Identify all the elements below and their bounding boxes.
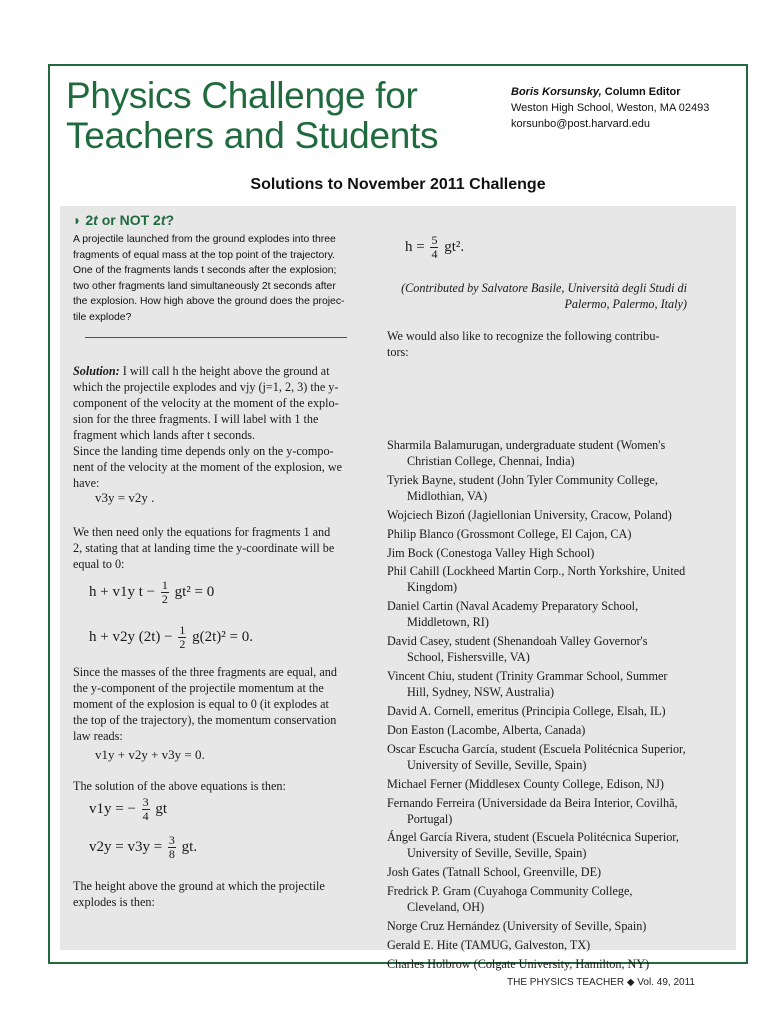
eq-text: h + v1y t − [89, 583, 156, 600]
equation-momentum: v1y + v2y + v3y = 0. [95, 747, 205, 762]
contributor-item: Fernando Ferreira (Universidade da Beira Interior, Covilhã, Portugal) [387, 795, 678, 826]
text-line [73, 363, 369, 379]
contributor-item: Phil Cahill (Lockheed Martin Corp., North Yorkshire, United Kingdom) [387, 564, 686, 595]
eq-text: g(2t)² = 0. [192, 628, 253, 645]
text-line: moment of the explosion is equal to 0 (it explodes at [73, 697, 329, 711]
text-line: component of the velocity at the moment of the explo- [73, 396, 339, 410]
text-span: I will call h the height above the ground at [119, 364, 330, 378]
solution-paragraph-4: The solution of the above equations is then: [73, 779, 286, 793]
contributor-item: David A. Cornell, emeritus (Principia College, Elsah, IL) [387, 704, 666, 719]
fraction [430, 234, 438, 261]
contributor-item: David Casey, student (Shenandoah Valley Governor's School, Fishersville, VA) [387, 634, 648, 665]
denominator: 8 [168, 847, 175, 861]
text-line: have: [73, 476, 100, 490]
text-line: tors: [387, 345, 409, 359]
problem-line: A projectile launched from the ground explodes into three [73, 234, 336, 245]
problem-line: One of the fragments lands t seconds after the explosion; [73, 265, 337, 276]
contributor-item: Tyriek Bayne, student (John Tyler Community College, Midlothian, VA) [387, 472, 658, 503]
eq-text: gt² = 0 [174, 583, 215, 600]
equation-v3y: v3y = v2y . [95, 490, 155, 505]
problem-line: the explosion. How high above the ground does the projec- [73, 296, 345, 307]
equation-v1y [89, 796, 167, 823]
text-line: nent of the velocity at the moment of the explosion, we [73, 460, 343, 474]
text-line: fragment which lands after t seconds. [73, 428, 256, 442]
fraction [142, 796, 150, 823]
text-line: (Contributed by Salvatore Basile, Università degli Studi di [401, 281, 687, 295]
column-header [50, 66, 746, 204]
contributor-item: Fredrick P. Gram (Cuyahoga Community College, Cleveland, OH) [387, 884, 633, 915]
fraction [168, 834, 176, 861]
contributor-item: Don Easton (Lacombe, Alberta, Canada) [387, 722, 586, 737]
numerator: 3 [168, 833, 175, 847]
denominator: 4 [142, 809, 149, 823]
text-line: We would also like to recognize the following contribu- [387, 329, 660, 343]
text-line: 2, stating that at landing time the y-coordinate will be [73, 541, 335, 555]
contributor-item: Josh Gates (Tatnall School, Greenville, DE) [387, 865, 602, 880]
heading-part: ? [165, 212, 175, 228]
text-line: explodes is then: [73, 895, 155, 909]
title-line-2: Teachers and Students [66, 115, 439, 156]
contributor-item: Sharmila Balamurugan, undergraduate student (Women's Christian College, Chennai, India) [387, 438, 666, 468]
solution-paragraph-3 [73, 664, 369, 744]
fraction [178, 624, 186, 651]
solution-label: Solution: [73, 364, 120, 378]
bullet-icon: ◗ [73, 212, 82, 228]
text-line: We then need only the equations for fragments 1 and [73, 525, 331, 539]
text-line: sion for the three fragments. I will label with 1 the [73, 412, 319, 426]
text-line: law reads: [73, 729, 123, 743]
contributor-item: Ángel García Rivera, student (Escuela Politécnica Superior, University of Seville, Seville, Spain) [387, 830, 679, 861]
contributor-list [387, 437, 687, 975]
problem-statement [73, 232, 365, 325]
contributor-item: Norge Cruz Hernández (University of Seville, Spain) [387, 919, 647, 934]
recognition-intro [387, 328, 687, 360]
eq-text: v1y = − [89, 800, 136, 817]
editor-role: Column Editor [604, 86, 681, 98]
eq-text: gt [155, 800, 168, 817]
solution-paragraph-1 [73, 363, 369, 491]
equation-fragment-2 [89, 624, 253, 651]
editor-name: Boris Korsunsky, [511, 86, 602, 98]
solution-paragraph-2 [73, 524, 369, 572]
contributor-item: Daniel Cartin (Naval Academy Preparatory School, Middletown, RI) [387, 599, 639, 630]
contributor-item: Gerald E. Hite (TAMUG, Galveston, TX) [387, 938, 591, 953]
text-line: the top of the trajectory), the momentum conservation [73, 713, 337, 727]
numerator: 1 [161, 578, 168, 592]
equation-v2y [89, 834, 197, 861]
denominator: 2 [179, 637, 186, 651]
content-panel [60, 206, 736, 971]
contributor-item: Michael Ferner (Middlesex County College, Edison, NJ) [387, 776, 664, 791]
text-line: which the projectile explodes and vjy (j=1, 2, 3) the y- [73, 380, 339, 394]
editor-school: Weston High School, Weston, MA 02493 [511, 102, 710, 114]
numerator: 3 [142, 795, 149, 809]
heading-part: t [160, 212, 166, 228]
solutions-title: Solutions to November 2011 Challenge [250, 176, 546, 193]
text-line: the y-component of the projectile momentum at the [73, 681, 324, 695]
equation-height [405, 234, 464, 261]
problem-heading [73, 212, 174, 228]
editor-info [511, 84, 709, 132]
page-footer: THE PHYSICS TEACHER ◆ Vol. 49, 2011 [507, 977, 695, 988]
eq-text: gt. [181, 838, 198, 855]
eq-text: gt². [444, 238, 465, 255]
text-line: Palermo, Palermo, Italy) [564, 297, 687, 311]
contributor-item: Vincent Chiu, student (Trinity Grammar School, Summer Hill, Sydney, NSW, Australia) [387, 669, 668, 700]
text-line: Since the landing time depends only on the y-compo- [73, 444, 334, 458]
numerator: 1 [179, 623, 186, 637]
contributor-item: Philip Blanco (Grossmont College, El Cajon, CA) [387, 526, 632, 541]
eq-text: v2y = v3y = [89, 838, 163, 855]
editor-email: korsunbo@post.harvard.edu [511, 118, 650, 130]
column-frame [48, 64, 748, 971]
contribution-credit [387, 280, 687, 312]
heading-part: 2 [85, 212, 94, 228]
solution-paragraph-5 [73, 878, 369, 910]
editor-line [511, 84, 709, 100]
heading-part: t [93, 212, 98, 228]
equation-fragment-1 [89, 579, 214, 606]
problem-line: two other fragments land simultaneously 2t seconds after [73, 280, 336, 292]
denominator: 2 [161, 592, 168, 606]
contributor-item: Oscar Escucha García, student (Escuela Politécnica Superior, University of Seville, Seville, Spain) [387, 741, 686, 772]
eq-text: h + v2y (2t) − [89, 628, 173, 645]
fraction [161, 579, 169, 606]
title-line-1: Physics Challenge for [66, 75, 418, 116]
problem-line: tile explode? [73, 311, 132, 323]
contributor-item: Wojciech Bizoń (Jagiellonian University, Cracow, Poland) [387, 507, 672, 522]
text-line: equal to 0: [73, 557, 125, 571]
text-line: Since the masses of the three fragments are equal, and [73, 665, 337, 679]
contributor-item: Jim Bock (Conestoga Valley High School) [387, 545, 595, 560]
column-title [66, 76, 506, 156]
divider [85, 337, 347, 338]
heading-part: or NOT 2 [97, 212, 161, 228]
denominator: 4 [431, 247, 438, 261]
text-line: The height above the ground at which the projectile [73, 879, 325, 893]
numerator: 5 [431, 233, 438, 247]
problem-line: fragments of equal mass at the top point of the trajectory. [73, 249, 336, 261]
contributor-item: Charles Holbrow (Colgate University, Hamilton, NY) [387, 956, 650, 971]
eq-text: h = [405, 238, 425, 255]
